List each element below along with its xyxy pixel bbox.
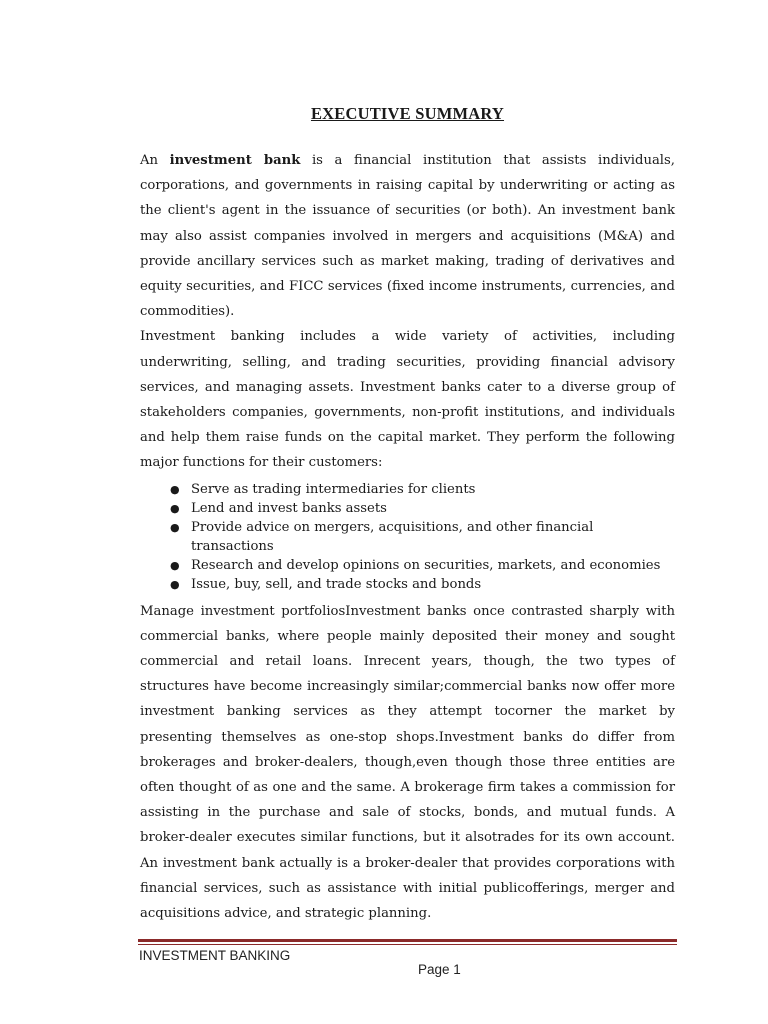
bullet-icon: ● [170, 577, 180, 591]
functions-list [140, 480, 675, 594]
list-item: ● Lend and invest banks assets [170, 500, 387, 516]
paragraph-activities: Investment banking includes a wide variety of activities, including underwriting, selling, and trading securities, providing financial advisory services, and managing assets. Investment banks cater to a diverse group of stakeholders companies, governments, non-profit institutions, and individuals and help them raise funds on the capital market. They perform the following major functions for their customers: [140, 329, 675, 471]
paragraph-intro [140, 148, 675, 324]
list-item: ● Serve as trading intermediaries for clients [170, 481, 476, 497]
bullet-icon: ● [170, 520, 180, 534]
paragraph-comparison: Manage investment portfoliosInvestment banks once contrasted sharply with commercial banks, where people mainly deposited their money and sought commercial and retail loans. Inrecent years, though, the two types of structures have become increasingly similar;commercial banks now offer more investment banking services as they attempt tocorner the market by presenting themselves as one-stop shops.Investment banks do differ from brokerages and broker-dealers, though,even though those three entities are often thought of as one and the same. A brokerage firm takes a commission for assisting in the purchase and sale of stocks, bonds, and mutual funds. A broker-dealer executes similar functions, but it alsotrades for its own account. An investment bank actually is a broker-dealer that provides corporations with financial services, such as assistance with initial publicofferings, merger and acquisitions advice, and strategic planning. [140, 603, 675, 922]
bullet-icon: ● [170, 501, 180, 515]
footer-title: INVESTMENT BANKING [139, 948, 291, 963]
footer-rule-thin [138, 944, 677, 945]
list-item: ● Research and develop opinions on securities, markets, and economies [170, 557, 661, 573]
intro-lead: An [140, 153, 170, 168]
intro-term: investment bank [169, 153, 301, 168]
bullet-icon: ● [170, 558, 180, 572]
page-number: Page 1 [418, 962, 461, 977]
list-item: ● Provide advice on mergers, acquisitions, and other financial transactions [170, 519, 594, 554]
list-item: ● Issue, buy, sell, and trade stocks and bonds [170, 576, 482, 592]
document-body [140, 148, 675, 926]
bullet-icon: ● [170, 482, 180, 496]
footer-rule-thick [138, 939, 677, 942]
page-title: EXECUTIVE SUMMARY [310, 104, 505, 123]
intro-rest: is a financial institution that assists individuals, corporations, and governments in raising capital by underwriting or acting as the client's agent in the issuance of securities (or both). An investment bank may also assist companies involved in mergers and acquisitions (M&A) and provide ancillary services such as market making, trading of derivatives and equity securities, and FICC services (fixed income instruments, currencies, and commodities). [140, 153, 675, 320]
